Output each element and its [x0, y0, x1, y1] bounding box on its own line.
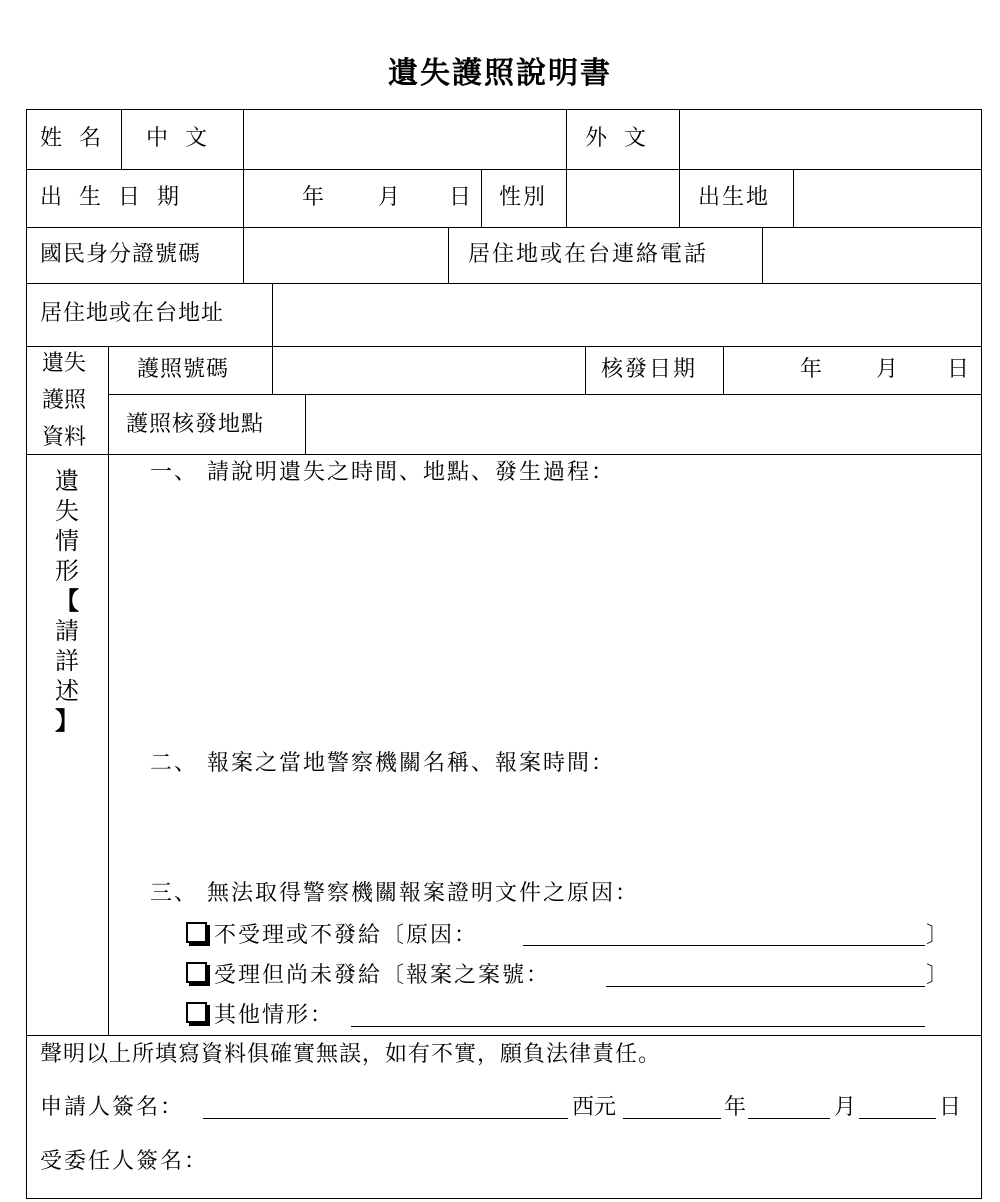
- loss-label-char: 詳: [55, 647, 79, 675]
- row-divider: [26, 1035, 981, 1036]
- question-3: 三、 無法取得警察機關報案證明文件之原因：: [150, 881, 639, 906]
- loss-label-char: 情: [55, 527, 79, 555]
- birth-year-unit: 年: [302, 185, 325, 210]
- col-divider: [566, 109, 567, 169]
- passport-number-label: 護照號碼: [137, 357, 230, 382]
- page-title: 遺失護照說明書: [388, 56, 612, 91]
- col-divider: [585, 346, 586, 394]
- loss-label-char: 】: [55, 706, 79, 735]
- loss-label-char: 述: [55, 677, 79, 705]
- row-divider: [26, 227, 981, 228]
- issue-date-label: 核發日期: [601, 357, 698, 382]
- sex-field[interactable]: [571, 173, 674, 223]
- phone-field[interactable]: [767, 231, 975, 279]
- issue-day-unit: 日: [947, 357, 970, 382]
- issue-year-unit: 年: [800, 357, 823, 382]
- col-divider: [121, 109, 122, 169]
- option-3-other-line[interactable]: [351, 1026, 925, 1027]
- national-id-field[interactable]: [248, 231, 443, 279]
- loss-label-char: 遺: [55, 467, 79, 495]
- row-divider: [26, 454, 981, 455]
- loss-section-label: [52, 466, 82, 736]
- phone-label: 居住地或在台連絡電話: [468, 242, 709, 267]
- col-divider: [243, 169, 244, 227]
- loss-label-char: 形: [55, 557, 79, 585]
- birthplace-field[interactable]: [798, 173, 975, 223]
- row-divider: [26, 346, 981, 347]
- col-divider: [108, 454, 109, 1035]
- col-divider: [108, 346, 109, 454]
- col-divider: [566, 169, 567, 227]
- col-divider: [305, 394, 306, 454]
- chinese-name-field[interactable]: [248, 113, 561, 165]
- sign-month-unit: 月: [834, 1095, 857, 1120]
- delegate-signature-label: 受委任人簽名：: [40, 1149, 209, 1174]
- row-divider: [26, 283, 981, 284]
- col-divider: [679, 169, 680, 227]
- birth-date-label: 出 生 日 期: [40, 185, 184, 210]
- sign-day-line[interactable]: [859, 1118, 936, 1119]
- option-label-1: 不受理或不發給〔原因：: [214, 923, 479, 948]
- passport-section-label-1: 遺失: [42, 351, 87, 376]
- col-divider: [723, 346, 724, 394]
- birthplace-label: 出生地: [698, 185, 771, 210]
- passport-number-field[interactable]: [277, 350, 580, 390]
- loss-label-char: 【: [55, 586, 79, 615]
- col-divider: [272, 346, 273, 394]
- question-2-answer[interactable]: [150, 786, 970, 866]
- question-1: 一、 請說明遺失之時間、地點、發生過程：: [150, 460, 615, 485]
- applicant-signature-label: 申請人簽名：: [40, 1095, 185, 1120]
- option-checkbox-3[interactable]: [186, 1002, 207, 1023]
- col-divider: [243, 109, 244, 169]
- foreign-name-label: 外 文: [585, 126, 651, 151]
- birth-month-unit: 月: [378, 185, 401, 210]
- address-field[interactable]: [277, 287, 975, 342]
- birth-day-unit: 日: [449, 185, 472, 210]
- sign-day-unit: 日: [939, 1095, 962, 1120]
- col-divider: [448, 227, 449, 283]
- delegate-signature-field[interactable]: [230, 1145, 830, 1180]
- question-1-answer[interactable]: [150, 495, 970, 735]
- declaration-statement: 聲明以上所填寫資料俱確實無誤，如有不實，願負法律責任。: [40, 1042, 662, 1067]
- row-divider: [108, 394, 981, 395]
- sex-label: 性別: [499, 185, 548, 210]
- era-label: 西元: [572, 1095, 617, 1120]
- option-2-case-line[interactable]: [606, 986, 925, 987]
- chinese-name-label: 中 文: [146, 126, 212, 151]
- col-divider: [679, 109, 680, 169]
- loss-label-char: 失: [55, 497, 79, 525]
- col-divider: [481, 169, 482, 227]
- loss-label-char: 請: [55, 617, 79, 645]
- col-divider: [243, 227, 244, 283]
- col-divider: [272, 283, 273, 346]
- option-close-1: 〕: [926, 923, 949, 948]
- address-label: 居住地或在台地址: [40, 301, 225, 326]
- passport-section-label-2: 護照: [42, 388, 87, 413]
- option-checkbox-1[interactable]: [186, 922, 207, 943]
- issue-place-label: 護照核發地點: [126, 412, 265, 437]
- option-checkbox-2[interactable]: [186, 962, 207, 983]
- col-divider: [793, 169, 794, 227]
- national-id-label: 國民身分證號碼: [40, 242, 202, 267]
- question-2: 二、 報案之當地警察機關名稱、報案時間：: [150, 751, 615, 776]
- applicant-signature-line[interactable]: [203, 1118, 568, 1119]
- col-divider: [762, 227, 763, 283]
- issue-month-unit: 月: [876, 357, 899, 382]
- option-label-2: 受理但尚未發給〔報案之案號：: [214, 963, 551, 988]
- passport-section-label-3: 資料: [42, 425, 87, 450]
- sign-year-line[interactable]: [623, 1118, 721, 1119]
- option-label-3: 其他情形：: [214, 1003, 335, 1028]
- option-close-2: 〕: [926, 963, 949, 988]
- sign-year-unit: 年: [724, 1095, 747, 1120]
- option-1-reason-line[interactable]: [523, 945, 925, 946]
- sign-month-line[interactable]: [748, 1118, 830, 1119]
- name-label: 姓 名: [40, 126, 106, 151]
- issue-place-field[interactable]: [310, 398, 975, 450]
- row-divider: [26, 169, 981, 170]
- foreign-name-field[interactable]: [684, 113, 975, 165]
